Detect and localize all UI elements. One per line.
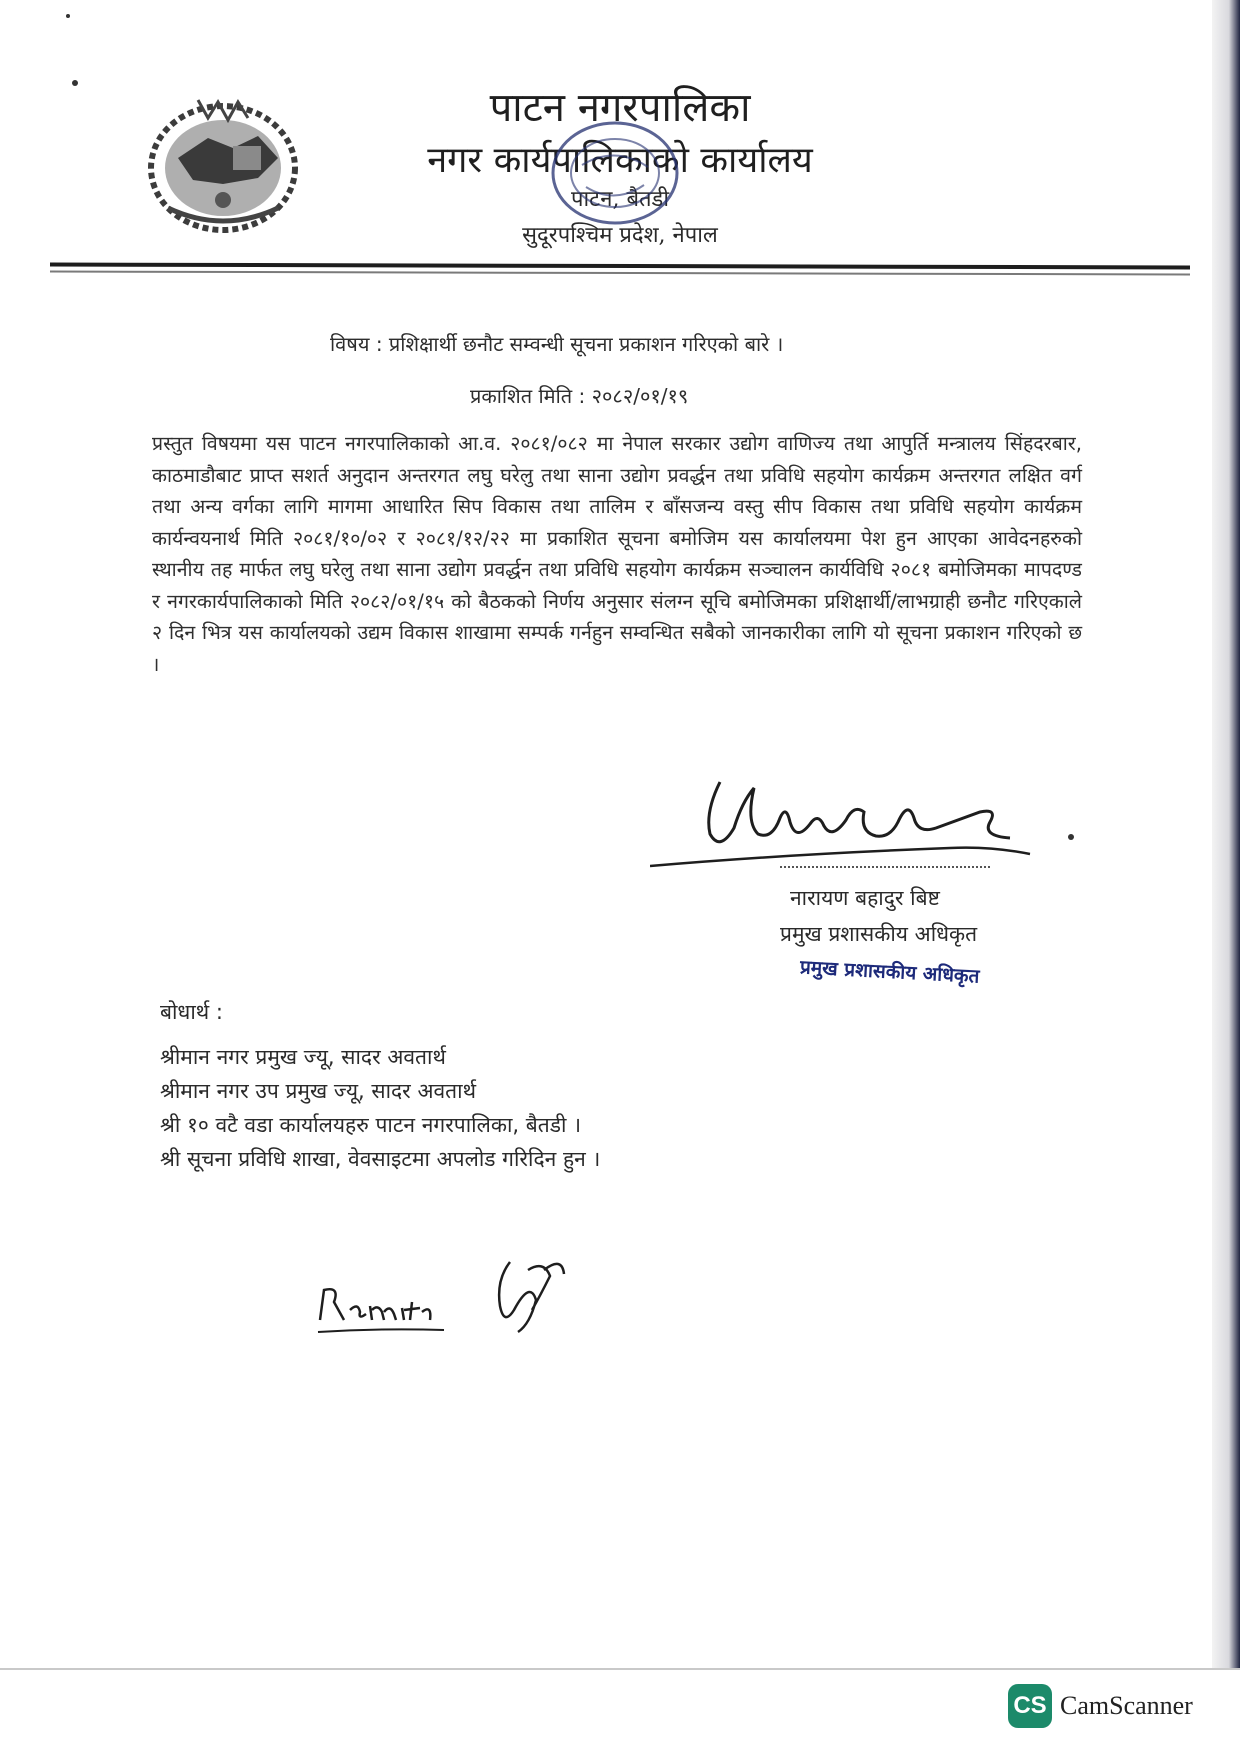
cc-list bbox=[160, 1040, 600, 1176]
camscanner-logo-icon: CS bbox=[1008, 1684, 1052, 1728]
scan-speck bbox=[66, 14, 70, 18]
camscanner-watermark bbox=[1008, 1684, 1193, 1728]
cc-list-item: श्री सूचना प्रविधि शाखा, वेवसाइटमा अपलोड गरिदिन हुन । bbox=[160, 1147, 601, 1171]
scan-bottom-edge bbox=[0, 1668, 1240, 1670]
office-name: नगर कार्यपालिकाको कार्यालय bbox=[427, 140, 813, 181]
cc-list-item: श्रीमान नगर उप प्रमुख ज्यू, सादर अवतार्थ bbox=[160, 1079, 476, 1103]
scan-speck bbox=[72, 80, 78, 86]
office-location: पाटन, बैतडी bbox=[570, 187, 670, 212]
notice-body: प्रस्तुत विषयमा यस पाटन नगरपालिकाको आ.व. २०८१/०८२ मा नेपाल सरकार उद्योग वाणिज्य तथा आपुर्ति मन्त्रालय सिंहदरबार, काठमाडौबाट प्राप्त सशर्त अनुदान अन्तरगत लघु घरेलु तथा साना उद्योग प्रवर्द्धन तथा प्रविधि सहयोग कार्यक्रम अन्तरगत लक्षित वर्ग तथा अन्य वर्गका लागि मागमा आधारित सिप विकास तथा तालिम र बाँसजन्य वस्तु सीप विकास तथा प्रविधि सहयोग कार्यक्रम कार्यन्वयनार्थ मिति २०८१/१०/०२ र २०८१/१२/२२ मा प्रकाशित सूचना बमोजिम यस कार्यालयमा पेश हुन आएका आवेदनहरुको स्थानीय तह मार्फत लघु घरेलु तथा साना उद्योग प्रवर्द्धन तथा प्रविधि सहयोग कार्यक्रम सञ्चालन कार्यविधि २०८१ बमोजिमका मापदण्ड र नगरकार्यपालिकाको मिति २०८२/०१/१५ को बैठकको निर्णय अनुसार संलग्न सूचि बमोजिमका प्रशिक्षार्थी/लाभग्राही छनौट गरिएकाले २ दिन भित्र यस कार्यालयको उद्यम विकास शाखामा सम्पर्क गर्नहुन सम्वन्धित सबैको जानकारीका लागि यो सूचना प्रकाशन गरिएको छ । bbox=[152, 432, 1082, 676]
signatory-name: नारायण बहादुर बिष्ट bbox=[790, 886, 940, 910]
office-address: सुदूरपश्चिम प्रदेश, नेपाल bbox=[522, 223, 718, 248]
handwritten-initials bbox=[300, 1240, 600, 1350]
cc-list-item: श्रीमान नगर प्रमुख ज्यू, सादर अवतार्थ bbox=[160, 1045, 446, 1069]
header-divider-secondary bbox=[50, 271, 1190, 276]
nepal-emblem-icon bbox=[138, 88, 308, 238]
office-seal-stamp bbox=[520, 105, 710, 235]
handwritten-signature bbox=[650, 742, 1090, 872]
published-date: प्रकाशित मिति : २०८२/०१/१९ bbox=[470, 384, 689, 408]
notice-subject: विषय : प्रशिक्षार्थी छनौट सम्वन्धी सूचना प्रकाशन गरिएको बारे । bbox=[330, 332, 784, 356]
signatory-title: प्रमुख प्रशासकीय अधिकृत bbox=[780, 922, 978, 946]
signature-line bbox=[780, 866, 990, 868]
cc-heading: बोधार्थ : bbox=[160, 1000, 223, 1024]
cc-list-item: श्री १० वटै वडा कार्यालयहरु पाटन नगरपालिका, बैतडी । bbox=[160, 1113, 582, 1137]
scan-page-edge bbox=[1212, 0, 1240, 1670]
title-stamp: प्रमुख प्रशासकीय अधिकृत bbox=[799, 956, 980, 988]
header-divider bbox=[50, 263, 1190, 270]
organization-name: पाटन नगरपालिका bbox=[489, 85, 751, 131]
camscanner-label: CamScanner bbox=[1060, 1691, 1193, 1720]
